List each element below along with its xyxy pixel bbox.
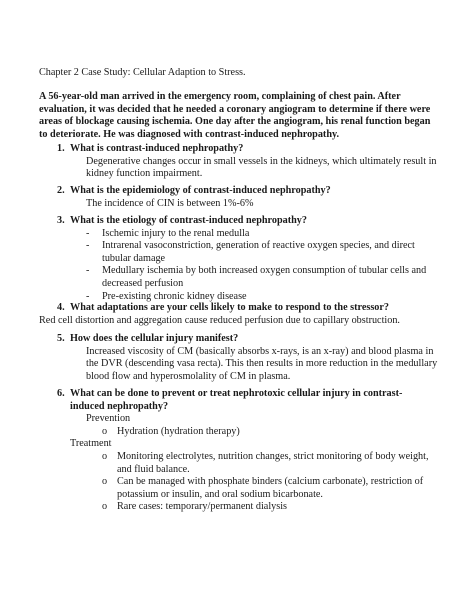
list-item: o Monitoring electrolytes, nutrition changes, strict monitoring of body weight, and fluid balance.: [102, 450, 429, 475]
question-heading: 6. What can be done to prevent or treat nephrotoxic cellular injury in contrast-induced nephropathy?: [57, 388, 403, 412]
question-5: [39, 333, 439, 383]
question-1: [39, 143, 439, 181]
treatment-list: [39, 451, 439, 514]
question-heading: 5. How does the cellular injury manifest?: [57, 333, 239, 344]
question-6: [39, 388, 439, 514]
answer-text: The incidence of CIN is between 1%-6%: [86, 197, 254, 209]
document-title: Chapter 2 Case Study: Cellular Adaption to Stress.: [39, 67, 246, 78]
question-heading: 4. What adaptations are your cells likely to make to respond to the stressor?: [57, 302, 390, 313]
prevention-list: [39, 426, 439, 439]
etiology-list: [39, 228, 439, 304]
list-item: - Medullary ischemia by both increased oxygen consumption of tubular cells and decreased perfusion: [86, 265, 427, 289]
question-2: [39, 185, 439, 210]
answer-text: Increased viscosity of CM (basically absorbs x-rays, is an x-ray) and blood plasma in the DVR (descending vasa recta). This then results in more reduction in the medullary blood flow and hyperosmolality of CM in plasma.: [86, 345, 438, 382]
list-item: - Pre-existing chronic kidney disease: [86, 290, 247, 302]
question-heading: 3. What is the etiology of contrast-induced nephropathy?: [57, 215, 307, 226]
question-heading: 2. What is the epidemiology of contrast-induced nephropathy?: [57, 185, 331, 196]
answer-text: Degenerative changes occur in small vessels in the kidneys, which ultimately result in kidney function impairment.: [86, 155, 437, 180]
case-intro: A 56-year-old man arrived in the emergency room, complaining of chest pain. After evaluation, it was decided that he needed a coronary angiogram to determine if there were areas of blockage causing ischemia. One day after the angiogram, his renal function began to deteriorate. He was diagnosed with contrast-induced nephropathy.: [39, 91, 431, 140]
question-4: [39, 302, 439, 327]
treatment-label: Treatment: [70, 438, 112, 450]
question-3: [39, 215, 439, 303]
list-item: o Hydration (hydration therapy): [102, 425, 240, 437]
list-item: o Can be managed with phosphate binders (calcium carbonate), restriction of potassium or insulin, and oral sodium bicarbonate.: [102, 476, 424, 500]
list-item: - Ischemic injury to the renal medulla: [86, 227, 250, 239]
list-item: o Rare cases: temporary/permanent dialysis: [102, 501, 288, 513]
prevention-label: Prevention: [86, 413, 131, 425]
question-heading: 1. What is contrast-induced nephropathy?: [57, 143, 244, 154]
answer-text: Red cell distortion and aggregation cause reduced perfusion due to capillary obstruction.: [39, 314, 400, 326]
list-item: - Intrarenal vasoconstriction, generation of reactive oxygen species, and direct tubular damage: [86, 240, 415, 264]
